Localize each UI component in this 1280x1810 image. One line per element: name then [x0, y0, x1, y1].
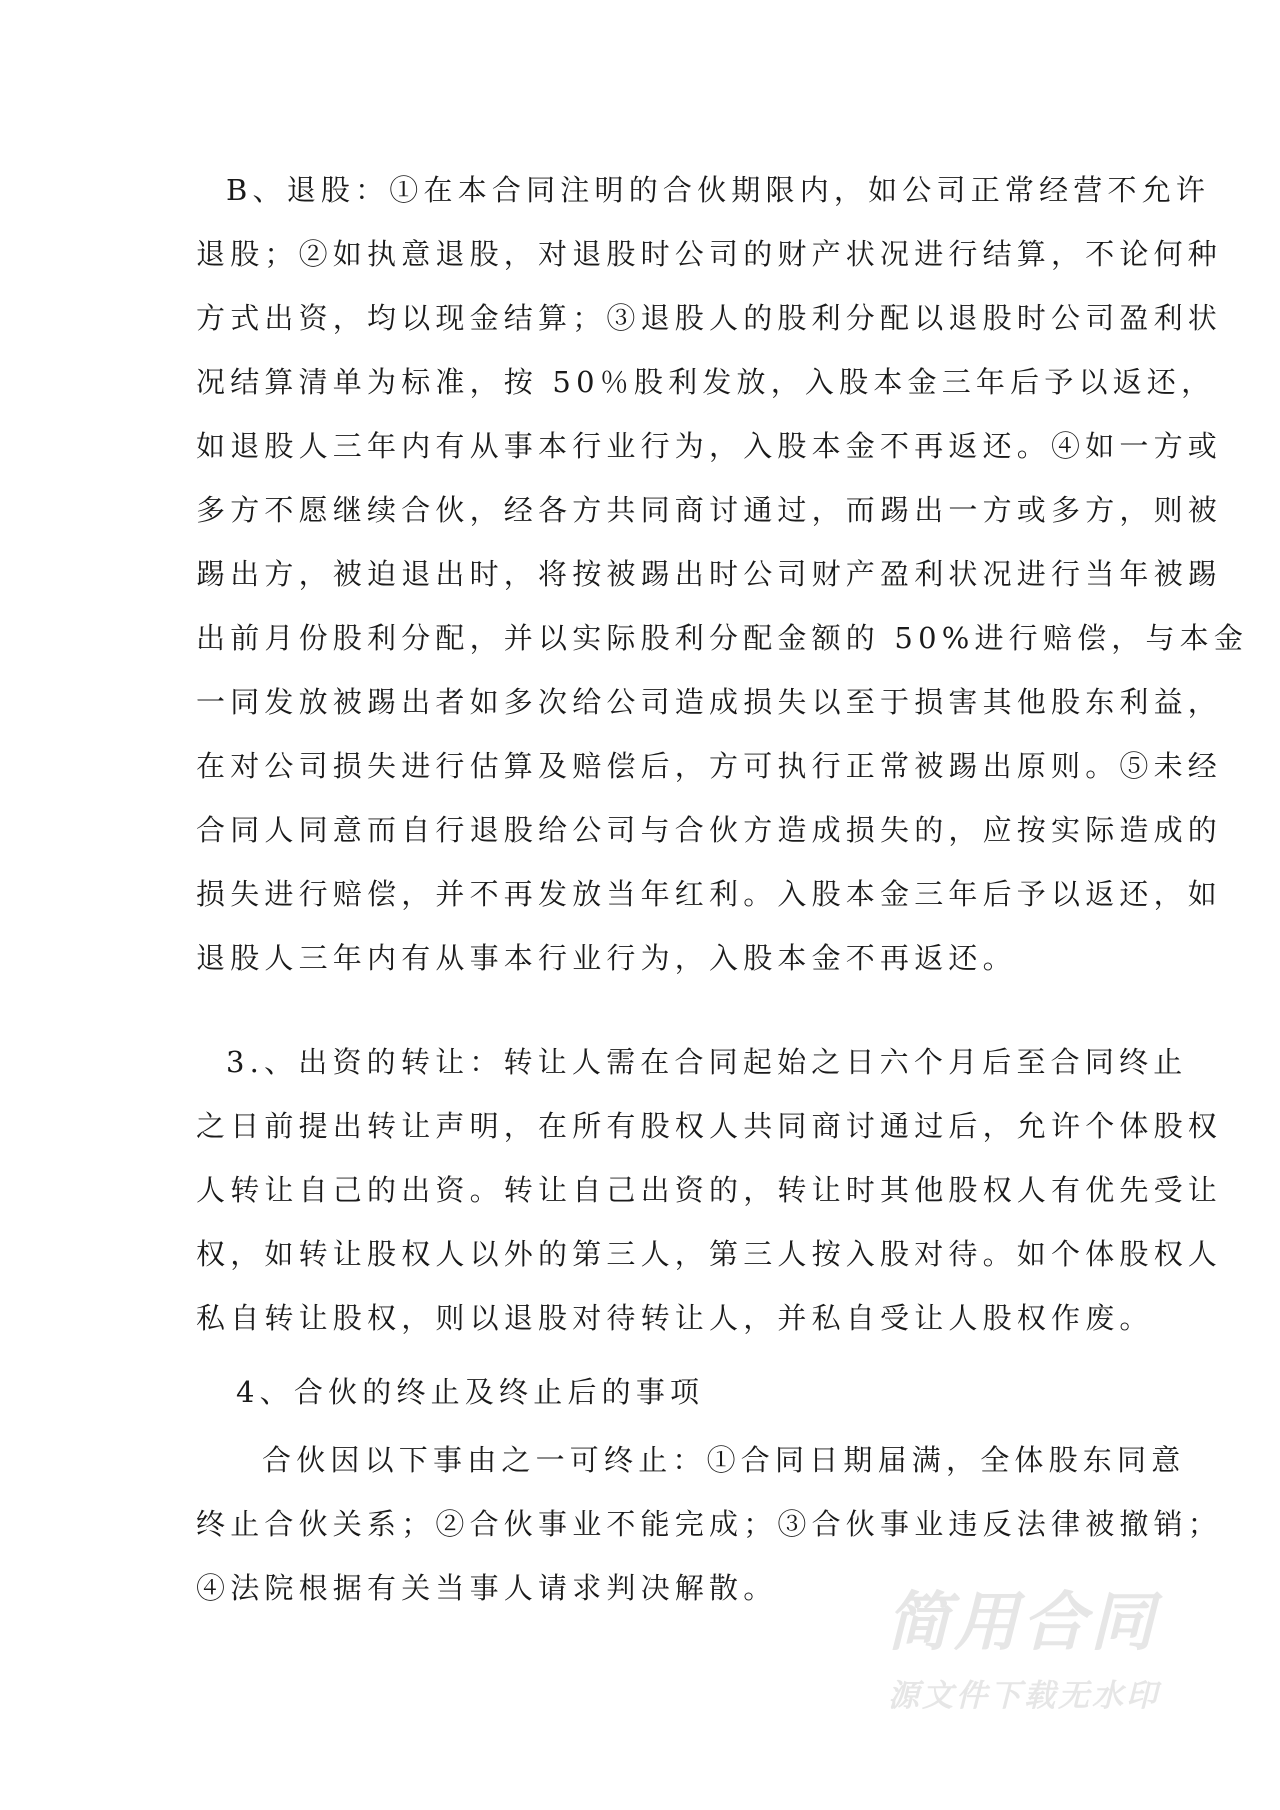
text-line: 损失进行赔偿，并不再发放当年红利。入股本金三年后予以返还，如	[196, 877, 1223, 911]
watermark	[884, 1588, 1194, 1718]
text-line: 3.、出资的转让：转让人需在合同起始之日六个月后至合同终止	[226, 1045, 1188, 1079]
text-line: 在对公司损失进行估算及赔偿后，方可执行正常被踢出原则。⑤未经	[196, 749, 1223, 783]
text-line: 之日前提出转让声明，在所有股权人共同商讨通过后，允许个体股权	[196, 1109, 1223, 1143]
text-line: 权，如转让股权人以外的第三人，第三人按入股对待。如个体股权人	[196, 1237, 1223, 1271]
text-line: 退股；②如执意退股，对退股时公司的财产状况进行结算，不论何种	[196, 237, 1223, 271]
text-line: 况结算清单为标准，按 50％股利发放，入股本金三年后予以返还，	[196, 365, 1216, 399]
text-line: 踢出方，被迫退出时，将按被踢出时公司财产盈利状况进行当年被踢	[196, 557, 1223, 591]
section-heading-termination: 4、合伙的终止及终止后的事项	[236, 1375, 705, 1409]
watermark-subtitle: 源文件下载无水印	[888, 1678, 1160, 1714]
text-line: 方式出资，均以现金结算；③退股人的股利分配以退股时公司盈利状	[196, 301, 1223, 335]
text-line: 终止合伙关系；②合伙事业不能完成；③合伙事业违反法律被撤销；	[196, 1507, 1223, 1541]
text-line: 出前月份股利分配，并以实际股利分配金额的 50%进行赔偿，与本金	[196, 621, 1249, 655]
text-line: 一同发放被踢出者如多次给公司造成损失以至于损害其他股东利益，	[196, 685, 1223, 719]
text-line: 如退股人三年内有从事本行业行为，入股本金不再返还。④如一方或	[196, 429, 1223, 463]
text-line: 多方不愿继续合伙，经各方共同商讨通过，而踢出一方或多方，则被	[196, 493, 1223, 527]
text-line: 合同人同意而自行退股给公司与合伙方造成损失的，应按实际造成的	[196, 813, 1223, 847]
text-line: 退股人三年内有从事本行业行为，入股本金不再返还。	[196, 941, 1017, 975]
text-line: 私自转让股权，则以退股对待转让人，并私自受让人股权作废。	[196, 1301, 1154, 1335]
text-line: 合伙因以下事由之一可终止：①合同日期届满，全体股东同意	[262, 1443, 1186, 1477]
text-line: 人转让自己的出资。转让自己出资的，转让时其他股权人有优先受让	[196, 1173, 1223, 1207]
text-line: ④法院根据有关当事人请求判决解散。	[196, 1571, 778, 1605]
watermark-title: 简用合同	[886, 1586, 1158, 1660]
text-line: B、退股：①在本合同注明的合伙期限内，如公司正常经营不允许	[226, 173, 1211, 207]
